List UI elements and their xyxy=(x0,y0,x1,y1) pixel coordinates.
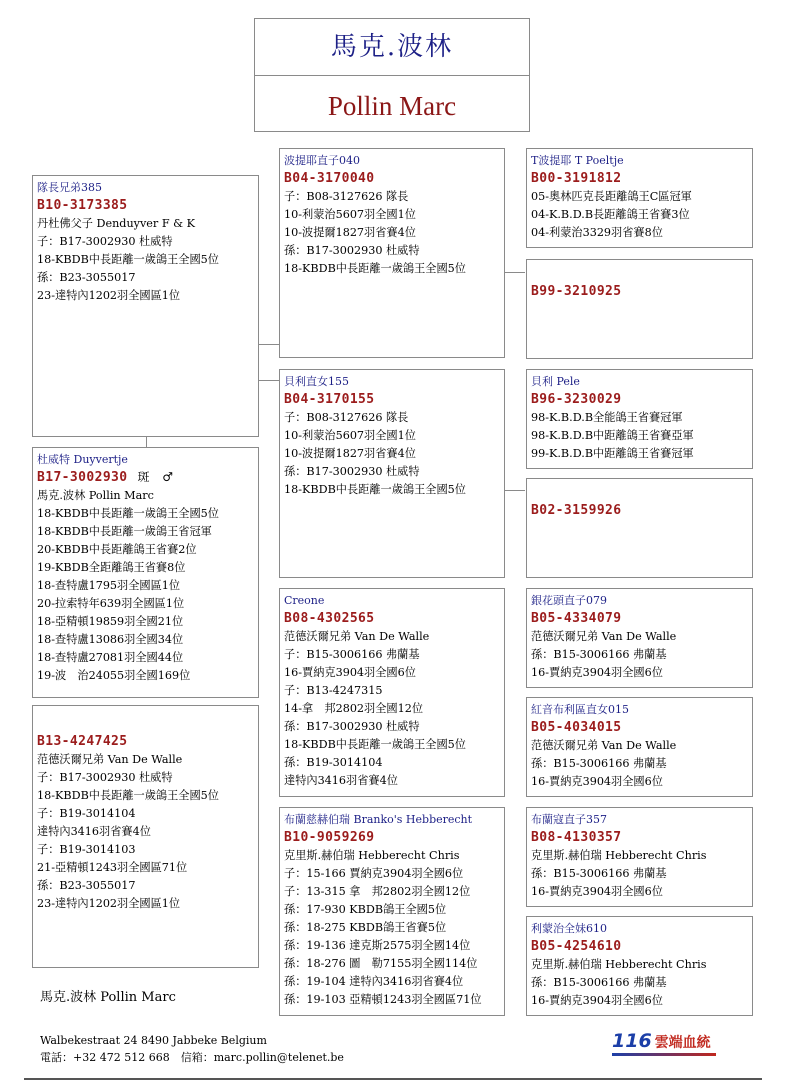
dam-dam-line: 子：15-166 賈納克3904羽全國6位 xyxy=(284,867,464,880)
dss-line: 16-賈納克3904羽全國6位 xyxy=(531,666,663,679)
sire-card xyxy=(32,175,259,437)
dam-dam-line: 孫：18-276 圖 勒7155羽全國114位 xyxy=(284,957,478,970)
dam-dam-line: 克里斯.赫伯瑞 Hebberecht Chris xyxy=(284,849,460,862)
dss-line: 孫：B15-3006166 弗蘭基 xyxy=(531,648,667,661)
dam-dam-line: 子：13-315 拿 邦2802羽全國12位 xyxy=(284,885,471,898)
footer-owner: 馬克.波林 Pollin Marc xyxy=(40,990,176,1005)
subject-color-sex: 斑 ♂ xyxy=(137,470,174,484)
dam-sire-line: 達特內3416羽省賽4位 xyxy=(284,774,398,787)
dsd-card xyxy=(526,697,753,797)
sire-sire-line: 18-KBDB中長距離一歲鴿王全國5位 xyxy=(284,262,466,275)
subject-line: 20-KBDB中長距離鴿王省賽2位 xyxy=(37,543,197,556)
dam-dam-line: 孫：17-930 KBDB鴿王全國5位 xyxy=(284,903,447,916)
subject-ring xyxy=(37,468,258,487)
title-box xyxy=(254,18,530,132)
sdd-card xyxy=(526,478,753,578)
dsd-line: 16-賈納克3904羽全國6位 xyxy=(531,775,663,788)
subject-line: 18-查特盧27081羽全國44位 xyxy=(37,651,184,664)
dam-sire-ring: B08-4302565 xyxy=(284,611,375,626)
sire-dam-line: 18-KBDB中長距離一歲鴿王全國5位 xyxy=(284,483,466,496)
sire-name: 隊長兄弟385 xyxy=(37,181,102,194)
sire-dam-ring: B04-3170155 xyxy=(284,392,375,407)
sds-line: 98-K.B.D.B中距離鴿王省賽亞軍 xyxy=(531,429,694,442)
sds-name: 貝利 Pele xyxy=(531,375,580,388)
subject-card xyxy=(32,447,259,698)
sire-sire-line: 10-利蒙治5607羽全國1位 xyxy=(284,208,416,221)
dds-line: 克里斯.赫伯瑞 Hebberecht Chris xyxy=(531,849,707,862)
dam-sire-line: 子：B15-3006166 弗蘭基 xyxy=(284,648,420,661)
dss-card xyxy=(526,588,753,688)
ssd-ring: B99-3210925 xyxy=(531,284,622,299)
dam-sire-line: 14-拿 邦2802羽全國12位 xyxy=(284,702,424,715)
dam-dam-name: 布蘭慈赫伯瑞 Branko's Hebberecht xyxy=(284,813,473,826)
dds-line: 孫：B15-3006166 弗蘭基 xyxy=(531,867,667,880)
sss-line: 05-奧林匹克長距離鴿王C區冠軍 xyxy=(531,190,692,203)
sire-dam-line: 10-利蒙治5607羽全國1位 xyxy=(284,429,416,442)
sire-line: 18-KBDB中長距離一歲鴿王全國5位 xyxy=(37,253,219,266)
subject-line: 18-KBDB中長距離一歲鴿王省冠軍 xyxy=(37,525,212,538)
sire-line: 23-達特內1202羽全國區1位 xyxy=(37,289,181,302)
dam-line: 孫：B23-3055017 xyxy=(37,879,136,892)
dam-line: 達特內3416羽省賽4位 xyxy=(37,825,151,838)
subject-name: 杜威特 Duyvertje xyxy=(37,453,128,466)
subject-line: 18-亞精頓19859羽全國21位 xyxy=(37,615,184,628)
logo-underline xyxy=(612,1053,716,1056)
footer-address: Walbekestraat 24 8490 Jabbeke Belgium xyxy=(40,1034,267,1047)
owner-name-english: Pollin Marc xyxy=(327,91,457,121)
dam-sire-name: Creone xyxy=(284,594,325,607)
connector-line xyxy=(504,272,525,273)
dss-ring: B05-4334079 xyxy=(531,611,622,626)
subject-line: 18-查特盧13086羽全國34位 xyxy=(37,633,184,646)
subject-ring-number: B17-3002930 xyxy=(37,470,128,485)
subject-line: 19-波 治24055羽全國169位 xyxy=(37,669,191,682)
logo-text: 雲端血統 xyxy=(654,1035,711,1051)
dam-line: 子：B17-3002930 杜威特 xyxy=(37,771,173,784)
sire-sire-line: 10-波提爾1827羽省賽4位 xyxy=(284,226,416,239)
sire-line: 子：B17-3002930 杜威特 xyxy=(37,235,173,248)
dam-sire-line: 16-賈納克3904羽全國6位 xyxy=(284,666,416,679)
dam-ring: B13-4247425 xyxy=(37,734,128,749)
dam-line: 21-亞精頓1243羽全國區71位 xyxy=(37,861,188,874)
sss-line: 04-K.B.D.B長距離鴿王省賽3位 xyxy=(531,208,690,221)
dds-card xyxy=(526,807,753,907)
sire-dam-line: 孫：B17-3002930 杜威特 xyxy=(284,465,420,478)
dds-line: 16-賈納克3904羽全國6位 xyxy=(531,885,663,898)
sss-card xyxy=(526,148,753,248)
logo xyxy=(612,1030,722,1056)
sire-sire-card xyxy=(279,148,505,358)
sire-sire-line: 孫：B17-3002930 杜威特 xyxy=(284,244,420,257)
connector-line xyxy=(504,490,525,491)
dds-ring: B08-4130357 xyxy=(531,830,622,845)
dam-line: 子：B19-3014104 xyxy=(37,807,136,820)
dss-name: 銀花頭直子079 xyxy=(531,594,607,607)
dam-dam-ring: B10-9059269 xyxy=(284,830,375,845)
sire-dam-card xyxy=(279,369,505,578)
connector-line xyxy=(258,380,279,381)
ddd-line: 克里斯.赫伯瑞 Hebberecht Chris xyxy=(531,958,707,971)
dam-line: 23-達特內1202羽全國區1位 xyxy=(37,897,181,910)
dam-sire-line: 18-KBDB中長距離一歲鴿王全國5位 xyxy=(284,738,466,751)
dsd-name: 紅音布利區直女015 xyxy=(531,703,629,716)
ddd-line: 孫：B15-3006166 弗蘭基 xyxy=(531,976,667,989)
sds-ring: B96-3230029 xyxy=(531,392,622,407)
sds-line: 99-K.B.D.B中距離鴿王省賽冠軍 xyxy=(531,447,694,460)
sire-line: 丹杜佛父子 Denduyver F & K xyxy=(37,217,196,230)
ddd-name: 利蒙治全妹610 xyxy=(531,922,607,935)
subject-line: 18-查特盧1795羽全國區1位 xyxy=(37,579,181,592)
owner-name-chinese: 馬克.波林 xyxy=(255,19,529,76)
dam-dam-line: 孫：19-103 亞精頓1243羽全國區71位 xyxy=(284,993,482,1006)
dsd-line: 范德沃爾兄弟 Van De Walle xyxy=(531,739,677,752)
dam-dam-card xyxy=(279,807,505,1016)
subject-line: 19-KBDB全距離鴿王省賽8位 xyxy=(37,561,186,574)
dds-name: 布蘭寇直子357 xyxy=(531,813,607,826)
dam-line: 范德沃爾兄弟 Van De Walle xyxy=(37,753,183,766)
sss-ring: B00-3191812 xyxy=(531,171,622,186)
sire-ring: B10-3173385 xyxy=(37,198,128,213)
dsd-line: 孫：B15-3006166 弗蘭基 xyxy=(531,757,667,770)
sire-dam-name: 貝利直女155 xyxy=(284,375,349,388)
sire-sire-name: 波提耶直子040 xyxy=(284,154,360,167)
footer-contact: 電話：+32 472 512 668 信箱：marc.pollin@telenet.be xyxy=(40,1051,344,1064)
subject-line: 18-KBDB中長距離一歲鴿王全國5位 xyxy=(37,507,219,520)
dam-line: 18-KBDB中長距離一歲鴿王全國5位 xyxy=(37,789,219,802)
subject-line: 20-拉索特年639羽全國區1位 xyxy=(37,597,185,610)
dam-dam-line: 孫：19-136 達克斯2575羽全國14位 xyxy=(284,939,471,952)
dss-line: 范德沃爾兄弟 Van De Walle xyxy=(531,630,677,643)
connector-line xyxy=(258,344,279,345)
dam-dam-line: 孫：18-275 KBDB鴿王省賽5位 xyxy=(284,921,447,934)
dam-sire-line: 范德沃爾兄弟 Van De Walle xyxy=(284,630,430,643)
sds-card xyxy=(526,369,753,469)
dam-sire-line: 子：B13-4247315 xyxy=(284,684,383,697)
dsd-ring: B05-4034015 xyxy=(531,720,622,735)
ssd-card xyxy=(526,259,753,359)
sire-sire-line: 子：B08-3127626 隊長 xyxy=(284,190,409,203)
dam-sire-card xyxy=(279,588,505,797)
ddd-ring: B05-4254610 xyxy=(531,939,622,954)
sire-line: 孫：B23-3055017 xyxy=(37,271,136,284)
ddd-card xyxy=(526,916,753,1016)
sss-line: 04-利蒙治3329羽省賽8位 xyxy=(531,226,663,239)
bottom-rule xyxy=(24,1078,762,1080)
dam-card xyxy=(32,705,259,968)
sss-name: T波提耶 T Poeltje xyxy=(531,154,624,167)
dam-line: 子：B19-3014103 xyxy=(37,843,136,856)
footer-address-block xyxy=(40,1032,344,1066)
dam-sire-line: 孫：B17-3002930 杜威特 xyxy=(284,720,420,733)
logo-number: 116 xyxy=(612,1030,652,1052)
ddd-line: 16-賈納克3904羽全國6位 xyxy=(531,994,663,1007)
dam-sire-line: 孫：B19-3014104 xyxy=(284,756,383,769)
sire-dam-line: 子：B08-3127626 隊長 xyxy=(284,411,409,424)
sds-line: 98-K.B.D.B全能鴿王省賽冠軍 xyxy=(531,411,683,424)
sire-sire-ring: B04-3170040 xyxy=(284,171,375,186)
sdd-ring: B02-3159926 xyxy=(531,503,622,518)
dam-dam-line: 孫：19-104 達特內3416羽省賽4位 xyxy=(284,975,464,988)
subject-line: 馬克.波林 Pollin Marc xyxy=(37,489,154,502)
sire-dam-line: 10-波提爾1827羽省賽4位 xyxy=(284,447,416,460)
